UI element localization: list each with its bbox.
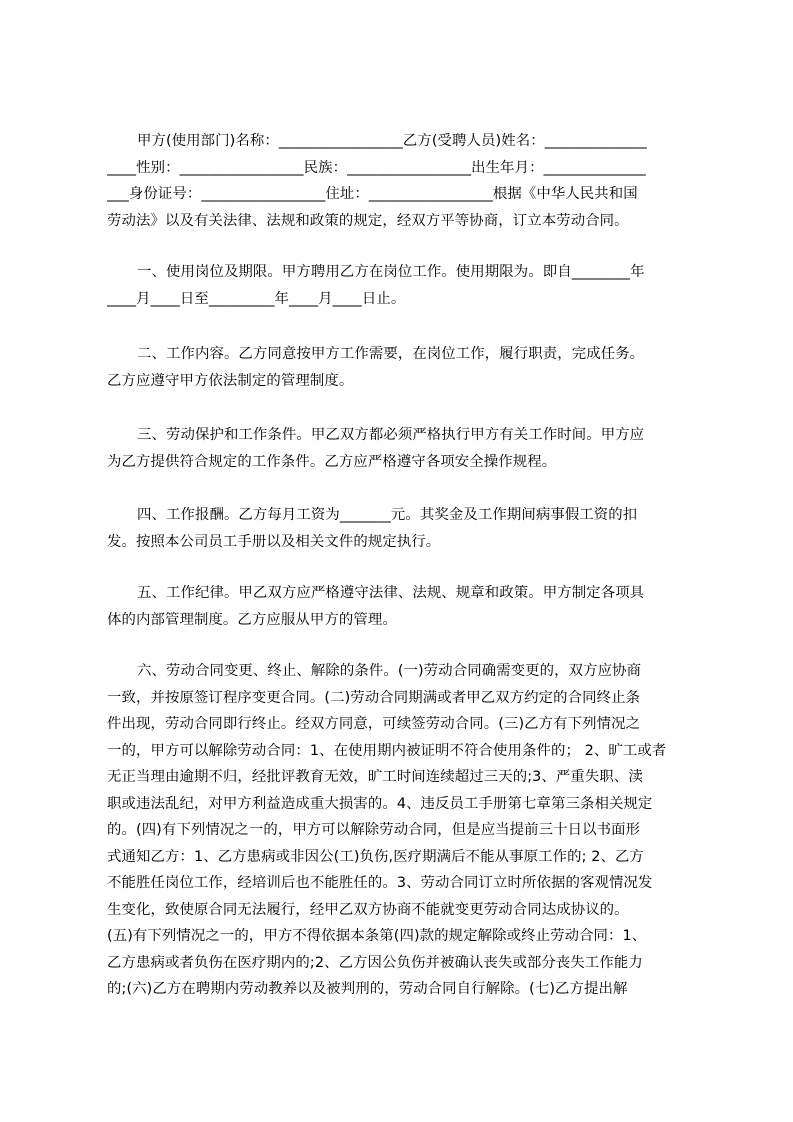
text-line: 无正当理由逾期不归，经批评教育无效，旷工时间连续超过三天的;3、严重失职、渎 [107,769,643,785]
text-line: 乙方应遵守甲方依法制定的管理制度。 [107,372,354,389]
text-line: 劳动法》以及有关法律、法规和政策的规定，经双方平等协商，订立本劳动合同。 [107,212,629,229]
text-line: 一致，并按原签订程序变更合同。(二)劳动合同期满或者甲乙双方约定的合同终止条 [107,689,641,706]
text-line: 一、使用岗位及期限。甲方聘用乙方在岗位工作。使用期限为。即自________年 [137,264,645,280]
text-line: 二、工作内容。乙方同意按甲方工作需要，在岗位工作，履行职责，完成任务。 [137,346,645,362]
text-line: ____性别：_________________民族：_________________出生年月：______________ [107,159,646,176]
clause-3-protection [107,422,700,475]
header-paragraph [107,128,700,234]
text-line: 为乙方提供符合规定的工作条件。乙方应严格遵守各项安全操作规程。 [107,453,557,470]
text-line: 职或违法乱纪，对甲方利益造成重大损害的。4、违反员工手册第七章第三条相关规定 [107,795,653,812]
text-line: 生变化，致使原合同无法履行，经甲乙双方协商不能就变更劳动合同达成协议的。 [107,901,629,918]
text-line: 件出现，劳动合同即行终止。经双方同意，可续签劳动合同。(三)乙方有下列情况之 [107,716,641,732]
text-line: ___身份证号：_________________住址：_________________根据《中华人民共和国 [107,186,638,202]
text-line: 不能胜任岗位工作，经培训后也不能胜任的。3、劳动合同订立时所依据的客观情况发 [107,875,653,891]
clause-4-pay [107,502,700,555]
text-line: 五、工作纪律。甲乙双方应严格遵守法律、法规、规章和政策。甲方制定各项具 [137,585,645,601]
text-line: 的;(六)乙方在聘期内劳动教养以及被判刑的，劳动合同自行解除。(七)乙方提出解 [107,981,628,997]
text-line: 六、劳动合同变更、终止、解除的条件。(一)劳动合同确需变更的，双方应协商 [137,663,642,679]
text-line: 乙方患病或者负伤在医疗期内的;2、乙方因公负伤并被确认丧失或部分丧失工作能力 [107,954,643,971]
text-line: 四、工作报酬。乙方每月工资为_______元。其奖金及工作期间病事假工资的扣 [137,507,638,523]
text-line: (五)有下列情况之一的，甲方不得依据本条第(四)款的规定解除或终止劳动合同：1、 [107,928,647,944]
text-line: 发。按照本公司员工手册以及相关文件的规定执行。 [107,533,441,550]
text-line: 的。(四)有下列情况之一的，甲方可以解除劳动合同，但是应当提前三十日以书面形 [107,822,641,838]
clause-5-discipline [107,580,700,633]
text-line: ____月____日至_________年____月____日止。 [107,290,406,307]
clause-6-termination [107,658,700,1003]
text-line: 体的内部管理制度。乙方应服从甲方的管理。 [107,611,397,628]
text-line: 甲方(使用部门)名称：_________________乙方(受聘人员)姓名：______________ [137,133,647,149]
text-line: 三、劳动保护和工作条件。甲乙双方都必须严格执行甲方有关工作时间。甲方应 [137,427,645,443]
clause-2-duties [107,341,700,394]
clause-1-term [107,259,700,312]
text-line: 式通知乙方：1、乙方患病或非因公(工)负伤,医疗期满后不能从事原工作的; 2、乙方 [107,848,644,865]
text-line: 一的，甲方可以解除劳动合同：1、在使用期内被证明不符合使用条件的； 2、旷工或者 [107,742,667,759]
